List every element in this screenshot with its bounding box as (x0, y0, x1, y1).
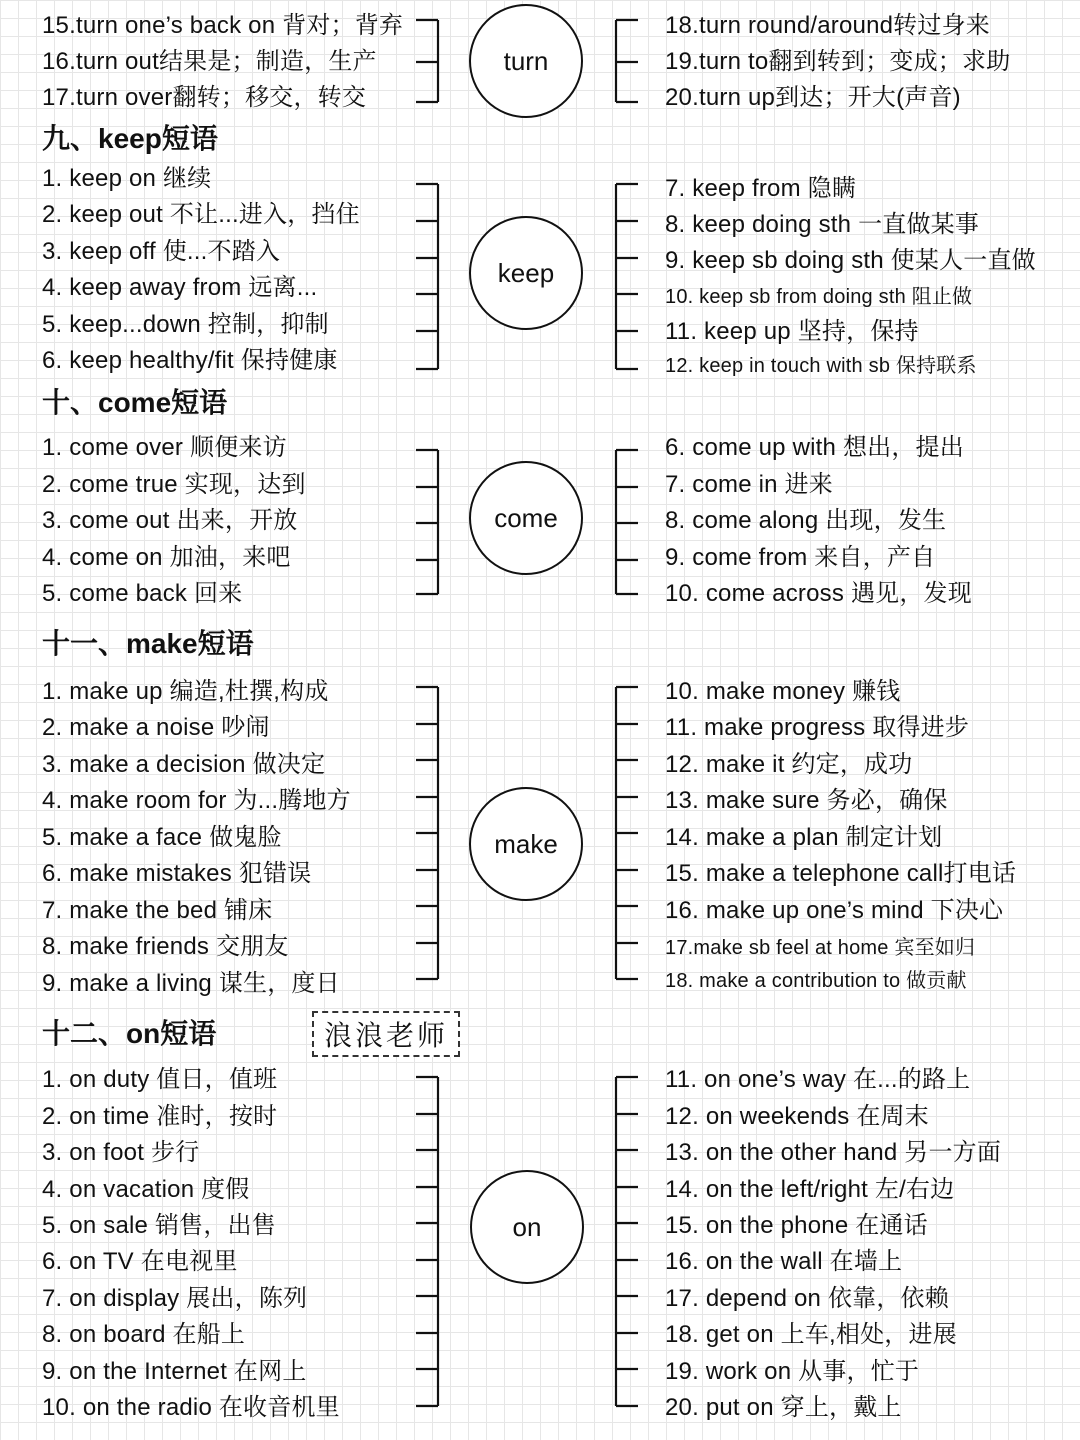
make-right-11: 11. make progress 取得进步 (665, 714, 970, 741)
make-left-3: 3. make a decision 做决定 (42, 751, 326, 778)
make-right-13: 13. make sure 务必，确保 (665, 787, 948, 814)
on-left-6: 6. on TV 在电视里 (42, 1248, 238, 1275)
on-right-15: 15. on the phone 在通话 (665, 1212, 928, 1239)
keep-right-10: 10. keep sb from doing sth 阻止做 (665, 286, 973, 308)
turn-right-19: 19.turn to翻到转到；变成；求助 (665, 48, 1011, 75)
come-right-9: 9. come from 来自，产自 (665, 544, 936, 571)
keep-left-4: 4. keep away from 远离... (42, 274, 318, 301)
on-right-19: 19. work on 从事，忙于 (665, 1358, 920, 1385)
on-right-12: 12. on weekends 在周末 (665, 1103, 929, 1130)
on-right-18: 18. get on 上车,相处，进展 (665, 1321, 957, 1348)
keep-circle: keep (469, 216, 583, 330)
turn-circle: turn (469, 4, 583, 118)
come-right-6: 6. come up with 想出，提出 (665, 434, 964, 461)
on-left-7: 7. on display 展出，陈列 (42, 1285, 308, 1312)
keep-right-7: 7. keep from 隐瞒 (665, 175, 857, 202)
make-left-7: 7. make the bed 铺床 (42, 897, 273, 924)
come-left-3: 3. come out 出来，开放 (42, 507, 298, 534)
make-right-17: 17.make sb feel at home 宾至如归 (665, 937, 976, 959)
make-left-4: 4. make room for 为...腾地方 (42, 787, 351, 814)
come-left-4: 4. come on 加油，来吧 (42, 544, 291, 571)
author-stamp: 浪浪老师 (312, 1011, 460, 1057)
on-right-17: 17. depend on 依靠，依赖 (665, 1285, 949, 1312)
on-right-11: 11. on one’s way 在...的路上 (665, 1066, 971, 1093)
on-left-8: 8. on board 在船上 (42, 1321, 246, 1348)
come-left-1: 1. come over 顺便来访 (42, 434, 287, 461)
turn-right-20: 20.turn up到达；开大(声音) (665, 84, 961, 111)
make-left-8: 8. make friends 交朋友 (42, 933, 289, 960)
on-left-5: 5. on sale 销售，出售 (42, 1212, 276, 1239)
come-circle: come (469, 461, 583, 575)
make-right-15: 15. make a telephone call打电话 (665, 860, 1017, 887)
come-right-10: 10. come across 遇见，发现 (665, 580, 972, 607)
come-left-5: 5. come back 回来 (42, 580, 243, 607)
turn-left-15: 15.turn one’s back on 背对；背弃 (42, 12, 404, 39)
keep-right-12: 12. keep in touch with sb 保持联系 (665, 355, 977, 377)
on-right-13: 13. on the other hand 另一方面 (665, 1139, 1002, 1166)
keep-left-6: 6. keep healthy/fit 保持健康 (42, 347, 338, 374)
make-left-1: 1. make up 编造,杜撰,构成 (42, 678, 329, 705)
make-right-16: 16. make up one’s mind 下决心 (665, 897, 1004, 924)
make-left-9: 9. make a living 谋生，度日 (42, 970, 340, 997)
make-right-12: 12. make it 约定，成功 (665, 751, 913, 778)
on-circle: on (470, 1170, 584, 1284)
make-right-10: 10. make money 赚钱 (665, 678, 901, 705)
make-left-5: 5. make a face 做鬼脸 (42, 824, 282, 851)
come-right-8: 8. come along 出现，发生 (665, 507, 947, 534)
make-right-18: 18. make a contribution to 做贡献 (665, 970, 967, 992)
turn-left-17: 17.turn over翻转；移交，转交 (42, 84, 367, 111)
keep-left-5: 5. keep...down 控制，抑制 (42, 311, 329, 338)
on-left-3: 3. on foot 步行 (42, 1139, 200, 1166)
make-circle: make (469, 787, 583, 901)
turn-right-18: 18.turn round/around转过身来 (665, 12, 990, 39)
make-heading: 十一、make短语 (42, 628, 254, 659)
on-right-20: 20. put on 穿上，戴上 (665, 1394, 902, 1421)
come-heading: 十、come短语 (42, 387, 228, 418)
on-left-9: 9. on the Internet 在网上 (42, 1358, 307, 1385)
on-heading: 十二、on短语 (42, 1018, 217, 1049)
on-right-14: 14. on the left/right 左/右边 (665, 1176, 955, 1203)
on-right-16: 16. on the wall 在墙上 (665, 1248, 903, 1275)
make-right-14: 14. make a plan 制定计划 (665, 824, 943, 851)
on-left-4: 4. on vacation 度假 (42, 1176, 250, 1203)
keep-left-2: 2. keep out 不让...进入，挡住 (42, 201, 360, 228)
come-right-7: 7. come in 进来 (665, 471, 833, 498)
keep-left-1: 1. keep on 继续 (42, 165, 212, 192)
on-left-2: 2. on time 准时，按时 (42, 1103, 278, 1130)
turn-left-16: 16.turn out结果是；制造，生产 (42, 48, 377, 75)
keep-heading: 九、keep短语 (42, 123, 218, 154)
keep-right-8: 8. keep doing sth 一直做某事 (665, 211, 980, 238)
keep-right-9: 9. keep sb doing sth 使某人一直做 (665, 247, 1036, 274)
make-left-6: 6. make mistakes 犯错误 (42, 860, 312, 887)
come-left-2: 2. come true 实现，达到 (42, 471, 306, 498)
on-left-10: 10. on the radio 在收音机里 (42, 1394, 340, 1421)
keep-left-3: 3. keep off 使...不踏入 (42, 238, 281, 265)
on-left-1: 1. on duty 值日，值班 (42, 1066, 278, 1093)
keep-right-11: 11. keep up 坚持，保持 (665, 318, 919, 345)
make-left-2: 2. make a noise 吵闹 (42, 714, 270, 741)
